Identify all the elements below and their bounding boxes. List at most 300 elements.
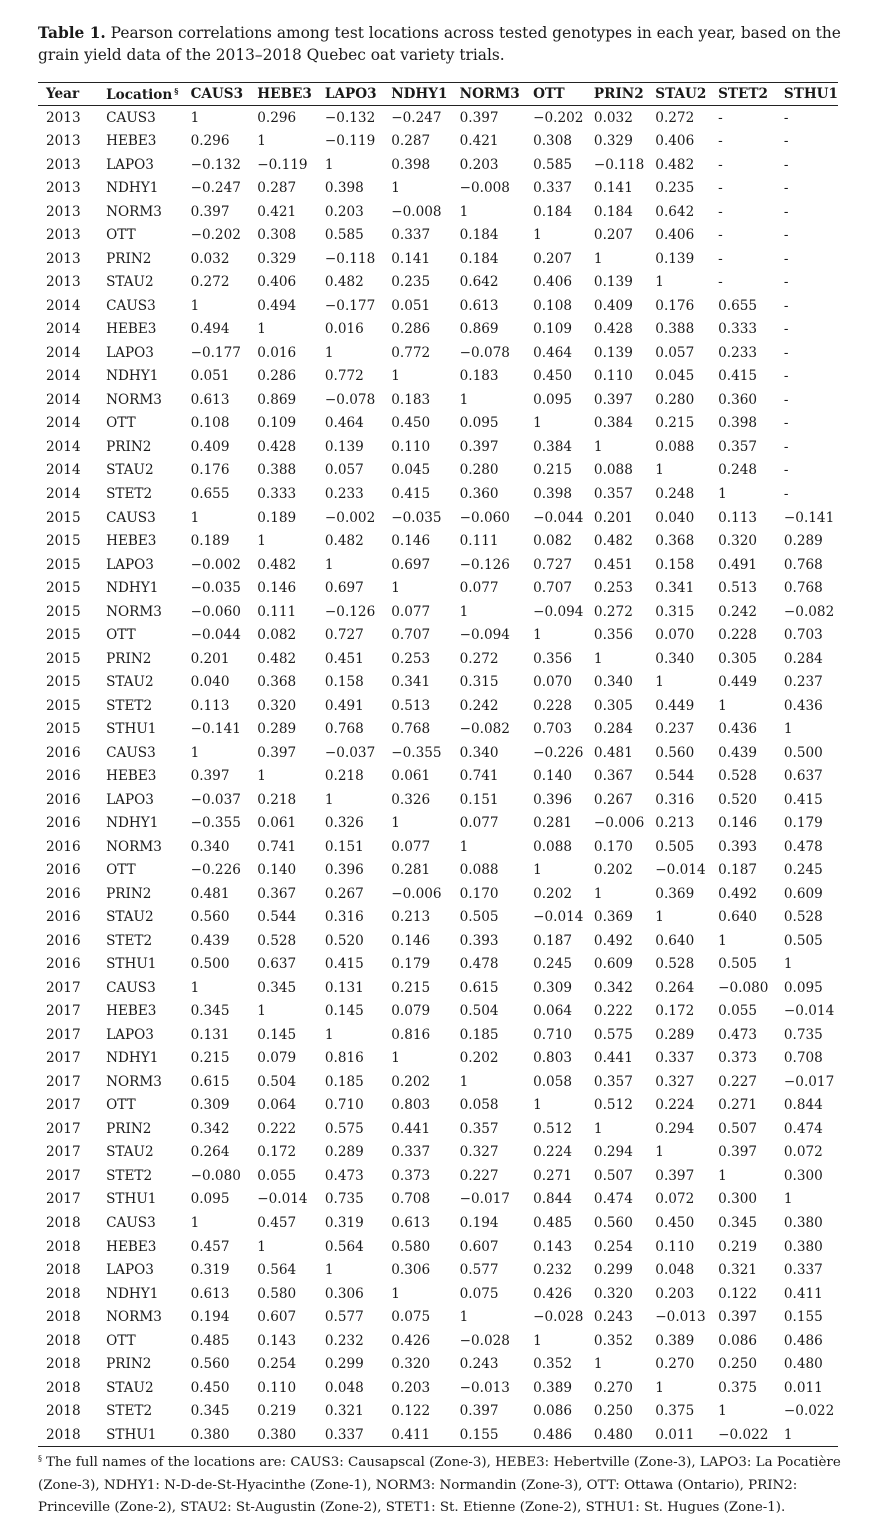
- cell-correlation: 0.411: [783, 1285, 823, 1302]
- cell-correlation: 1: [257, 321, 266, 338]
- cell-correlation: 0.352: [533, 1356, 572, 1373]
- cell-year: 2015: [46, 721, 81, 738]
- cell-correlation: 0.607: [459, 1238, 499, 1255]
- table-row: [38, 1282, 838, 1306]
- footnote-text: The full names of the locations are: CAUS3: Causapscal (Zone-3), HEBE3: Hebertville (Zone-3), LAPO3: La Pocatière (Zone-3), NDHY1: N-D-de-St-Hyacinthe (Zone-1), NORM3: Normandin (Zone-3), OTT: Ottawa (Ontario), PRIN2: Princeville (Zone-2), STAU2: St-Augustin (Zone-2), STET1: St. Etienne (Zone-2), STHU1: St. Hugues (Zone-1).: [38, 1455, 841, 1516]
- cell-correlation: 0.045: [655, 368, 695, 385]
- table-row: [38, 1235, 838, 1259]
- cell-correlation: 0.113: [718, 509, 758, 526]
- cell-correlation: -: [783, 486, 789, 502]
- table-row: [38, 1258, 838, 1282]
- table-row: [38, 553, 838, 577]
- cell-correlation: 0.357: [718, 438, 758, 455]
- cell-correlation: 0.185: [459, 1026, 499, 1043]
- cell-correlation: 0.436: [718, 721, 758, 738]
- cell-correlation: 1: [257, 533, 266, 550]
- table-row: [38, 1352, 838, 1376]
- cell-correlation: 0.271: [533, 1167, 572, 1184]
- cell-correlation: 0.485: [190, 1332, 230, 1349]
- cell-correlation: 0.227: [718, 1073, 758, 1090]
- cell-correlation: 0.707: [533, 580, 572, 597]
- cell-year: 2015: [46, 533, 81, 550]
- cell-correlation: 0.373: [718, 1050, 758, 1067]
- cell-correlation: -: [783, 133, 789, 150]
- cell-correlation: −0.008: [391, 203, 442, 220]
- cell-correlation: 0.222: [257, 1120, 297, 1137]
- cell-correlation: 0.079: [391, 1003, 431, 1020]
- cell-correlation: 0.061: [257, 815, 297, 832]
- cell-correlation: 0.473: [324, 1167, 364, 1184]
- cell-correlation: 0.500: [783, 744, 823, 761]
- cell-correlation: 0.478: [783, 838, 823, 855]
- cell-correlation: 0.844: [783, 1097, 823, 1114]
- cell-correlation: 0.058: [533, 1073, 572, 1090]
- cell-location: LAPO3: [106, 791, 154, 808]
- cell-correlation: 0.507: [593, 1167, 633, 1184]
- cell-correlation: −0.082: [459, 721, 510, 738]
- cell-correlation: 0.327: [655, 1073, 695, 1090]
- cell-correlation: 0.421: [257, 203, 297, 220]
- cell-correlation: 0.215: [655, 415, 695, 432]
- table-row: [38, 1094, 838, 1118]
- cell-correlation: 0.486: [783, 1332, 823, 1349]
- cell-correlation: -: [783, 391, 789, 408]
- cell-correlation: 0.111: [459, 533, 499, 550]
- cell-correlation: −0.014: [783, 1003, 835, 1020]
- cell-correlation: 0.464: [324, 415, 364, 432]
- cell-correlation: −0.037: [190, 791, 241, 808]
- cell-correlation: −0.132: [190, 156, 241, 173]
- cell-correlation: 1: [324, 1026, 334, 1043]
- cell-correlation: −0.177: [324, 297, 376, 314]
- cell-correlation: 0.158: [655, 556, 695, 573]
- cell-correlation: 0.480: [586, 1423, 647, 1447]
- cell-correlation: 0.356: [593, 627, 633, 644]
- cell-correlation: 0.421: [459, 133, 499, 150]
- header-ott: OTT: [525, 83, 586, 106]
- cell-correlation: 0.360: [718, 391, 758, 408]
- cell-correlation: −0.037: [324, 744, 376, 761]
- cell-correlation: 0.772: [324, 368, 364, 385]
- cell-correlation: −0.080: [718, 979, 769, 996]
- cell-correlation: 0.218: [324, 768, 364, 785]
- cell-location: CAUS3: [106, 509, 156, 526]
- cell-correlation: 0.368: [655, 533, 695, 550]
- cell-correlation: 0.232: [324, 1332, 364, 1349]
- cell-correlation: 0.341: [655, 580, 695, 597]
- cell-correlation: 0.397: [459, 109, 499, 126]
- cell-location: NORM3: [106, 1309, 162, 1326]
- cell-correlation: 0.396: [533, 791, 572, 808]
- cell-correlation: 0.170: [459, 885, 499, 902]
- cell-correlation: 0.482: [593, 533, 633, 550]
- table-row: [38, 623, 838, 647]
- cell-year: 2013: [46, 109, 81, 126]
- cell-correlation: 0.055: [257, 1167, 297, 1184]
- cell-correlation: 1: [783, 956, 793, 973]
- cell-correlation: −0.002: [190, 556, 241, 573]
- cell-correlation: −0.118: [324, 250, 376, 267]
- cell-correlation: 0.337: [391, 227, 431, 244]
- cell-correlation: 0.061: [391, 768, 431, 785]
- cell-correlation: 0.141: [593, 180, 633, 197]
- cell-correlation: 0.075: [459, 1285, 499, 1302]
- cell-year: 2015: [46, 697, 81, 714]
- cell-correlation: 0.203: [391, 1379, 431, 1396]
- cell-correlation: −0.078: [324, 391, 376, 408]
- cell-correlation: 0.345: [257, 979, 297, 996]
- cell-correlation: 0.513: [391, 697, 431, 714]
- cell-correlation: −0.017: [459, 1191, 510, 1208]
- cell-year: 2017: [46, 1120, 81, 1137]
- cell-correlation: 0.415: [391, 486, 431, 502]
- cell-year: 2017: [46, 1097, 81, 1114]
- cell-correlation: 0.145: [324, 1003, 364, 1020]
- cell-correlation: -: [783, 180, 789, 197]
- cell-correlation: −0.014: [655, 862, 706, 879]
- cell-correlation: 0.345: [190, 1403, 230, 1420]
- cell-correlation: 0.184: [459, 227, 499, 244]
- cell-correlation: 0.048: [324, 1379, 364, 1396]
- cell-location: STET2: [106, 486, 153, 502]
- cell-correlation: 0.183: [459, 368, 499, 385]
- table-row: [38, 1117, 838, 1141]
- cell-correlation: 0.326: [324, 815, 364, 832]
- cell-correlation: −0.247: [391, 109, 442, 126]
- cell-correlation: 1: [324, 156, 334, 173]
- cell-correlation: 1: [718, 486, 727, 502]
- cell-correlation: 0.352: [593, 1332, 633, 1349]
- table-row: [38, 1141, 838, 1165]
- cell-correlation: 0.082: [533, 533, 572, 550]
- cell-correlation: 0.327: [459, 1144, 499, 1161]
- cell-correlation: 0.491: [324, 697, 364, 714]
- cell-correlation: −0.017: [783, 1073, 835, 1090]
- table-row: [38, 1188, 838, 1212]
- cell-correlation: 0.040: [190, 674, 230, 691]
- cell-correlation: −0.126: [459, 556, 510, 573]
- cell-correlation: −0.094: [533, 603, 584, 620]
- cell-year: 2013: [46, 274, 81, 291]
- cell-correlation: -: [718, 203, 723, 220]
- cell-correlation: 0.250: [593, 1403, 633, 1420]
- cell-correlation: 0.505: [718, 956, 758, 973]
- cell-correlation: 0.227: [459, 1167, 499, 1184]
- cell-year: 2016: [46, 744, 81, 761]
- cell-correlation: 1: [190, 509, 200, 526]
- cell-correlation: 0.337: [783, 1262, 823, 1279]
- cell-correlation: 0.086: [718, 1332, 758, 1349]
- cell-correlation: 0.575: [593, 1026, 633, 1043]
- cell-correlation: 0.768: [324, 721, 364, 738]
- cell-correlation: 0.577: [324, 1309, 364, 1326]
- cell-correlation: 0.179: [391, 956, 431, 973]
- cell-correlation: 0.388: [257, 462, 297, 479]
- cell-year: 2016: [46, 838, 81, 855]
- header-ndhy1: NDHY1: [383, 83, 451, 106]
- cell-correlation: 0.219: [257, 1403, 297, 1420]
- cell-correlation: 0.122: [391, 1403, 431, 1420]
- table-row: [38, 412, 838, 436]
- cell-correlation: 0.179: [783, 815, 823, 832]
- cell-correlation: 1: [533, 227, 542, 244]
- cell-correlation: 0.146: [718, 815, 758, 832]
- cell-year: 2014: [46, 297, 81, 314]
- cell-year: 2018: [46, 1285, 81, 1302]
- cell-correlation: 0.406: [257, 274, 297, 291]
- cell-correlation: 0.184: [459, 250, 499, 267]
- cell-correlation: 0.869: [459, 321, 499, 338]
- cell-correlation: 0.844: [533, 1191, 572, 1208]
- cell-location: STHU1: [106, 956, 157, 973]
- cell-year: 2017: [46, 1144, 81, 1161]
- table-row: [38, 435, 838, 459]
- cell-year: 2017: [46, 1050, 81, 1067]
- cell-correlation: 0.697: [324, 580, 364, 597]
- cell-correlation: 0.011: [783, 1379, 823, 1396]
- cell-correlation: 0.155: [452, 1423, 525, 1447]
- cell-correlation: 0.155: [783, 1309, 823, 1326]
- cell-correlation: 0.474: [593, 1191, 633, 1208]
- cell-location: STHU1: [106, 721, 157, 738]
- cell-location: OTT: [106, 862, 136, 879]
- cell-correlation: 0.473: [718, 1026, 758, 1043]
- cell-correlation: 0.640: [655, 932, 695, 949]
- cell-correlation: 0.580: [391, 1238, 431, 1255]
- cell-correlation: −0.247: [190, 180, 241, 197]
- cell-correlation: 0.406: [533, 274, 572, 291]
- cell-location: OTT: [106, 1097, 136, 1114]
- cell-correlation: 0.248: [718, 462, 758, 479]
- cell-correlation: 0.289: [783, 533, 823, 550]
- cell-location: HEBE3: [106, 321, 157, 338]
- cell-correlation: 1: [459, 838, 469, 855]
- cell-correlation: 0.329: [593, 133, 633, 150]
- cell-correlation: 0.248: [655, 486, 695, 502]
- cell-correlation: −0.008: [459, 180, 510, 197]
- table-row: [38, 482, 838, 506]
- cell-correlation: 0.708: [391, 1191, 431, 1208]
- cell-correlation: 0.233: [718, 344, 758, 361]
- cell-year: 2014: [46, 438, 81, 455]
- cell-correlation: 0.397: [718, 1309, 758, 1326]
- cell-correlation: 0.016: [324, 321, 364, 338]
- cell-correlation: 0.139: [593, 274, 633, 291]
- table-row: [38, 341, 838, 365]
- cell-correlation: 1: [533, 627, 542, 644]
- cell-correlation: 0.095: [459, 415, 499, 432]
- cell-correlation: 0.202: [459, 1050, 499, 1067]
- cell-correlation: 0.439: [190, 932, 230, 949]
- cell-correlation: 1: [655, 274, 664, 291]
- header-stau2: STAU2: [647, 83, 710, 106]
- cell-correlation: 1: [324, 1262, 334, 1279]
- header-caus3: CAUS3: [183, 83, 250, 106]
- cell-correlation: 0.457: [190, 1238, 230, 1255]
- cell-year: 2015: [46, 556, 81, 573]
- cell-correlation: 0.494: [257, 297, 297, 314]
- cell-year: 2014: [46, 321, 81, 338]
- cell-correlation: 0.242: [459, 697, 499, 714]
- cell-correlation: 0.480: [783, 1356, 823, 1373]
- cell-correlation: 1: [718, 932, 727, 949]
- cell-year: 2013: [46, 180, 81, 197]
- cell-correlation: 0.505: [783, 932, 823, 949]
- cell-year: 2016: [46, 932, 81, 949]
- cell-correlation: 0.577: [459, 1262, 499, 1279]
- cell-correlation: −0.014: [257, 1191, 308, 1208]
- cell-correlation: 0.520: [324, 932, 364, 949]
- cell-correlation: 0.064: [257, 1097, 297, 1114]
- cell-correlation: −0.080: [190, 1167, 241, 1184]
- cell-correlation: 0.481: [593, 744, 633, 761]
- cell-correlation: 0.077: [459, 580, 499, 597]
- cell-year: 2014: [46, 415, 81, 432]
- cell-correlation: 1: [257, 1003, 266, 1020]
- cell-correlation: −0.006: [391, 885, 442, 902]
- cell-correlation: 0.655: [718, 297, 758, 314]
- cell-correlation: 0.110: [257, 1379, 297, 1396]
- cell-location: STAU2: [106, 1144, 154, 1161]
- cell-year: 2018: [46, 1262, 81, 1279]
- cell-correlation: 1: [533, 1097, 542, 1114]
- cell-correlation: 0.869: [257, 391, 297, 408]
- cell-location: NORM3: [106, 838, 162, 855]
- cell-correlation: 0.329: [257, 250, 297, 267]
- cell-correlation: −0.035: [190, 580, 241, 597]
- cell-correlation: 0.319: [324, 1214, 364, 1231]
- cell-correlation: 0.337: [391, 1144, 431, 1161]
- table-row: [38, 576, 838, 600]
- cell-correlation: 0.457: [257, 1214, 297, 1231]
- table-row: [38, 200, 838, 224]
- cell-correlation: 1: [391, 580, 400, 597]
- cell-correlation: 0.305: [593, 697, 633, 714]
- cell-correlation: 0.170: [593, 838, 633, 855]
- cell-correlation: 0.512: [533, 1120, 572, 1137]
- cell-correlation: 1: [783, 721, 793, 738]
- cell-correlation: 0.703: [533, 721, 572, 738]
- cell-correlation: 0.450: [190, 1379, 230, 1396]
- cell-year: 2015: [46, 580, 81, 597]
- cell-correlation: 0.340: [190, 838, 230, 855]
- cell-correlation: 0.380: [783, 1214, 823, 1231]
- cell-correlation: 0.289: [257, 721, 297, 738]
- cell-correlation: 0.139: [593, 344, 633, 361]
- cell-correlation: 0.203: [655, 1285, 695, 1302]
- cell-correlation: 0.560: [190, 909, 230, 926]
- cell-year: 2016: [46, 862, 81, 879]
- cell-correlation: 0.224: [655, 1097, 695, 1114]
- cell-correlation: 0.315: [459, 674, 499, 691]
- cell-correlation: 0.486: [525, 1423, 586, 1447]
- cell-correlation: -: [783, 274, 789, 291]
- cell-correlation: 0.250: [718, 1356, 758, 1373]
- cell-correlation: 0.482: [324, 533, 364, 550]
- table-row: [38, 764, 838, 788]
- cell-year: 2016: [46, 956, 81, 973]
- cell-correlation: 0.086: [533, 1403, 572, 1420]
- cell-correlation: 1: [190, 979, 200, 996]
- cell-year: 2014: [46, 368, 81, 385]
- cell-correlation: 0.253: [391, 650, 431, 667]
- cell-correlation: 0.615: [190, 1073, 230, 1090]
- cell-correlation: 0.287: [257, 180, 297, 197]
- cell-correlation: 0.735: [783, 1026, 823, 1043]
- cell-correlation: 0.449: [655, 697, 695, 714]
- cell-year: 2016: [46, 791, 81, 808]
- cell-correlation: 0.375: [655, 1403, 695, 1420]
- cell-correlation: 0.254: [257, 1356, 297, 1373]
- table-row: [38, 224, 838, 248]
- cell-correlation: 0.520: [718, 791, 758, 808]
- cell-correlation: 1: [459, 391, 469, 408]
- cell-correlation: 0.224: [533, 1144, 572, 1161]
- cell-correlation: 1: [190, 744, 200, 761]
- cell-correlation: 0.406: [655, 227, 695, 244]
- correlation-table: [38, 82, 838, 1447]
- cell-correlation: 0.264: [190, 1144, 230, 1161]
- cell-correlation: 0.287: [391, 133, 431, 150]
- cell-correlation: 0.183: [391, 391, 431, 408]
- cell-correlation: -: [718, 109, 723, 126]
- cell-correlation: 0.235: [655, 180, 695, 197]
- cell-correlation: 0.585: [533, 156, 572, 173]
- cell-correlation: 0.077: [391, 838, 431, 855]
- cell-correlation: 0.580: [257, 1285, 297, 1302]
- table-body: [38, 106, 838, 1447]
- cell-correlation: 0.143: [533, 1238, 572, 1255]
- cell-correlation: −0.119: [324, 133, 376, 150]
- cell-correlation: 1: [593, 1120, 603, 1137]
- cell-correlation: 0.294: [655, 1120, 695, 1137]
- cell-year: 2013: [46, 203, 81, 220]
- cell-correlation: 0.308: [257, 227, 297, 244]
- table-row: [38, 1047, 838, 1071]
- cell-location: HEBE3: [106, 1238, 157, 1255]
- cell-correlation: 0.299: [593, 1262, 633, 1279]
- cell-correlation: 0.513: [718, 580, 758, 597]
- cell-correlation: 0.176: [190, 462, 230, 479]
- cell-correlation: 0.267: [324, 885, 364, 902]
- cell-correlation: 1: [324, 344, 334, 361]
- cell-correlation: 0.504: [257, 1073, 297, 1090]
- cell-correlation: 1: [190, 1214, 200, 1231]
- cell-correlation: 0.110: [655, 1238, 695, 1255]
- cell-correlation: 0.397: [190, 203, 230, 220]
- table-row: [38, 365, 838, 389]
- cell-correlation: 0.235: [391, 274, 431, 291]
- cell-correlation: 0.482: [655, 156, 695, 173]
- cell-correlation: 0.315: [655, 603, 695, 620]
- table-row: [38, 1399, 838, 1423]
- cell-correlation: 0.172: [257, 1144, 297, 1161]
- cell-year: 2014: [46, 486, 81, 502]
- cell-correlation: 0.428: [257, 438, 297, 455]
- cell-correlation: 0.189: [257, 509, 297, 526]
- footnote-marker: §: [38, 1454, 42, 1463]
- cell-correlation: 0.500: [190, 956, 230, 973]
- cell-correlation: 0.735: [324, 1191, 364, 1208]
- table-row: [38, 1023, 838, 1047]
- cell-correlation: 0.637: [257, 956, 297, 973]
- cell-correlation: 0.450: [533, 368, 572, 385]
- cell-correlation: 1: [391, 368, 400, 385]
- cell-correlation: −0.028: [533, 1309, 584, 1326]
- cell-correlation: -: [783, 321, 789, 338]
- cell-correlation: 1: [533, 1332, 542, 1349]
- cell-correlation: 0.316: [655, 791, 695, 808]
